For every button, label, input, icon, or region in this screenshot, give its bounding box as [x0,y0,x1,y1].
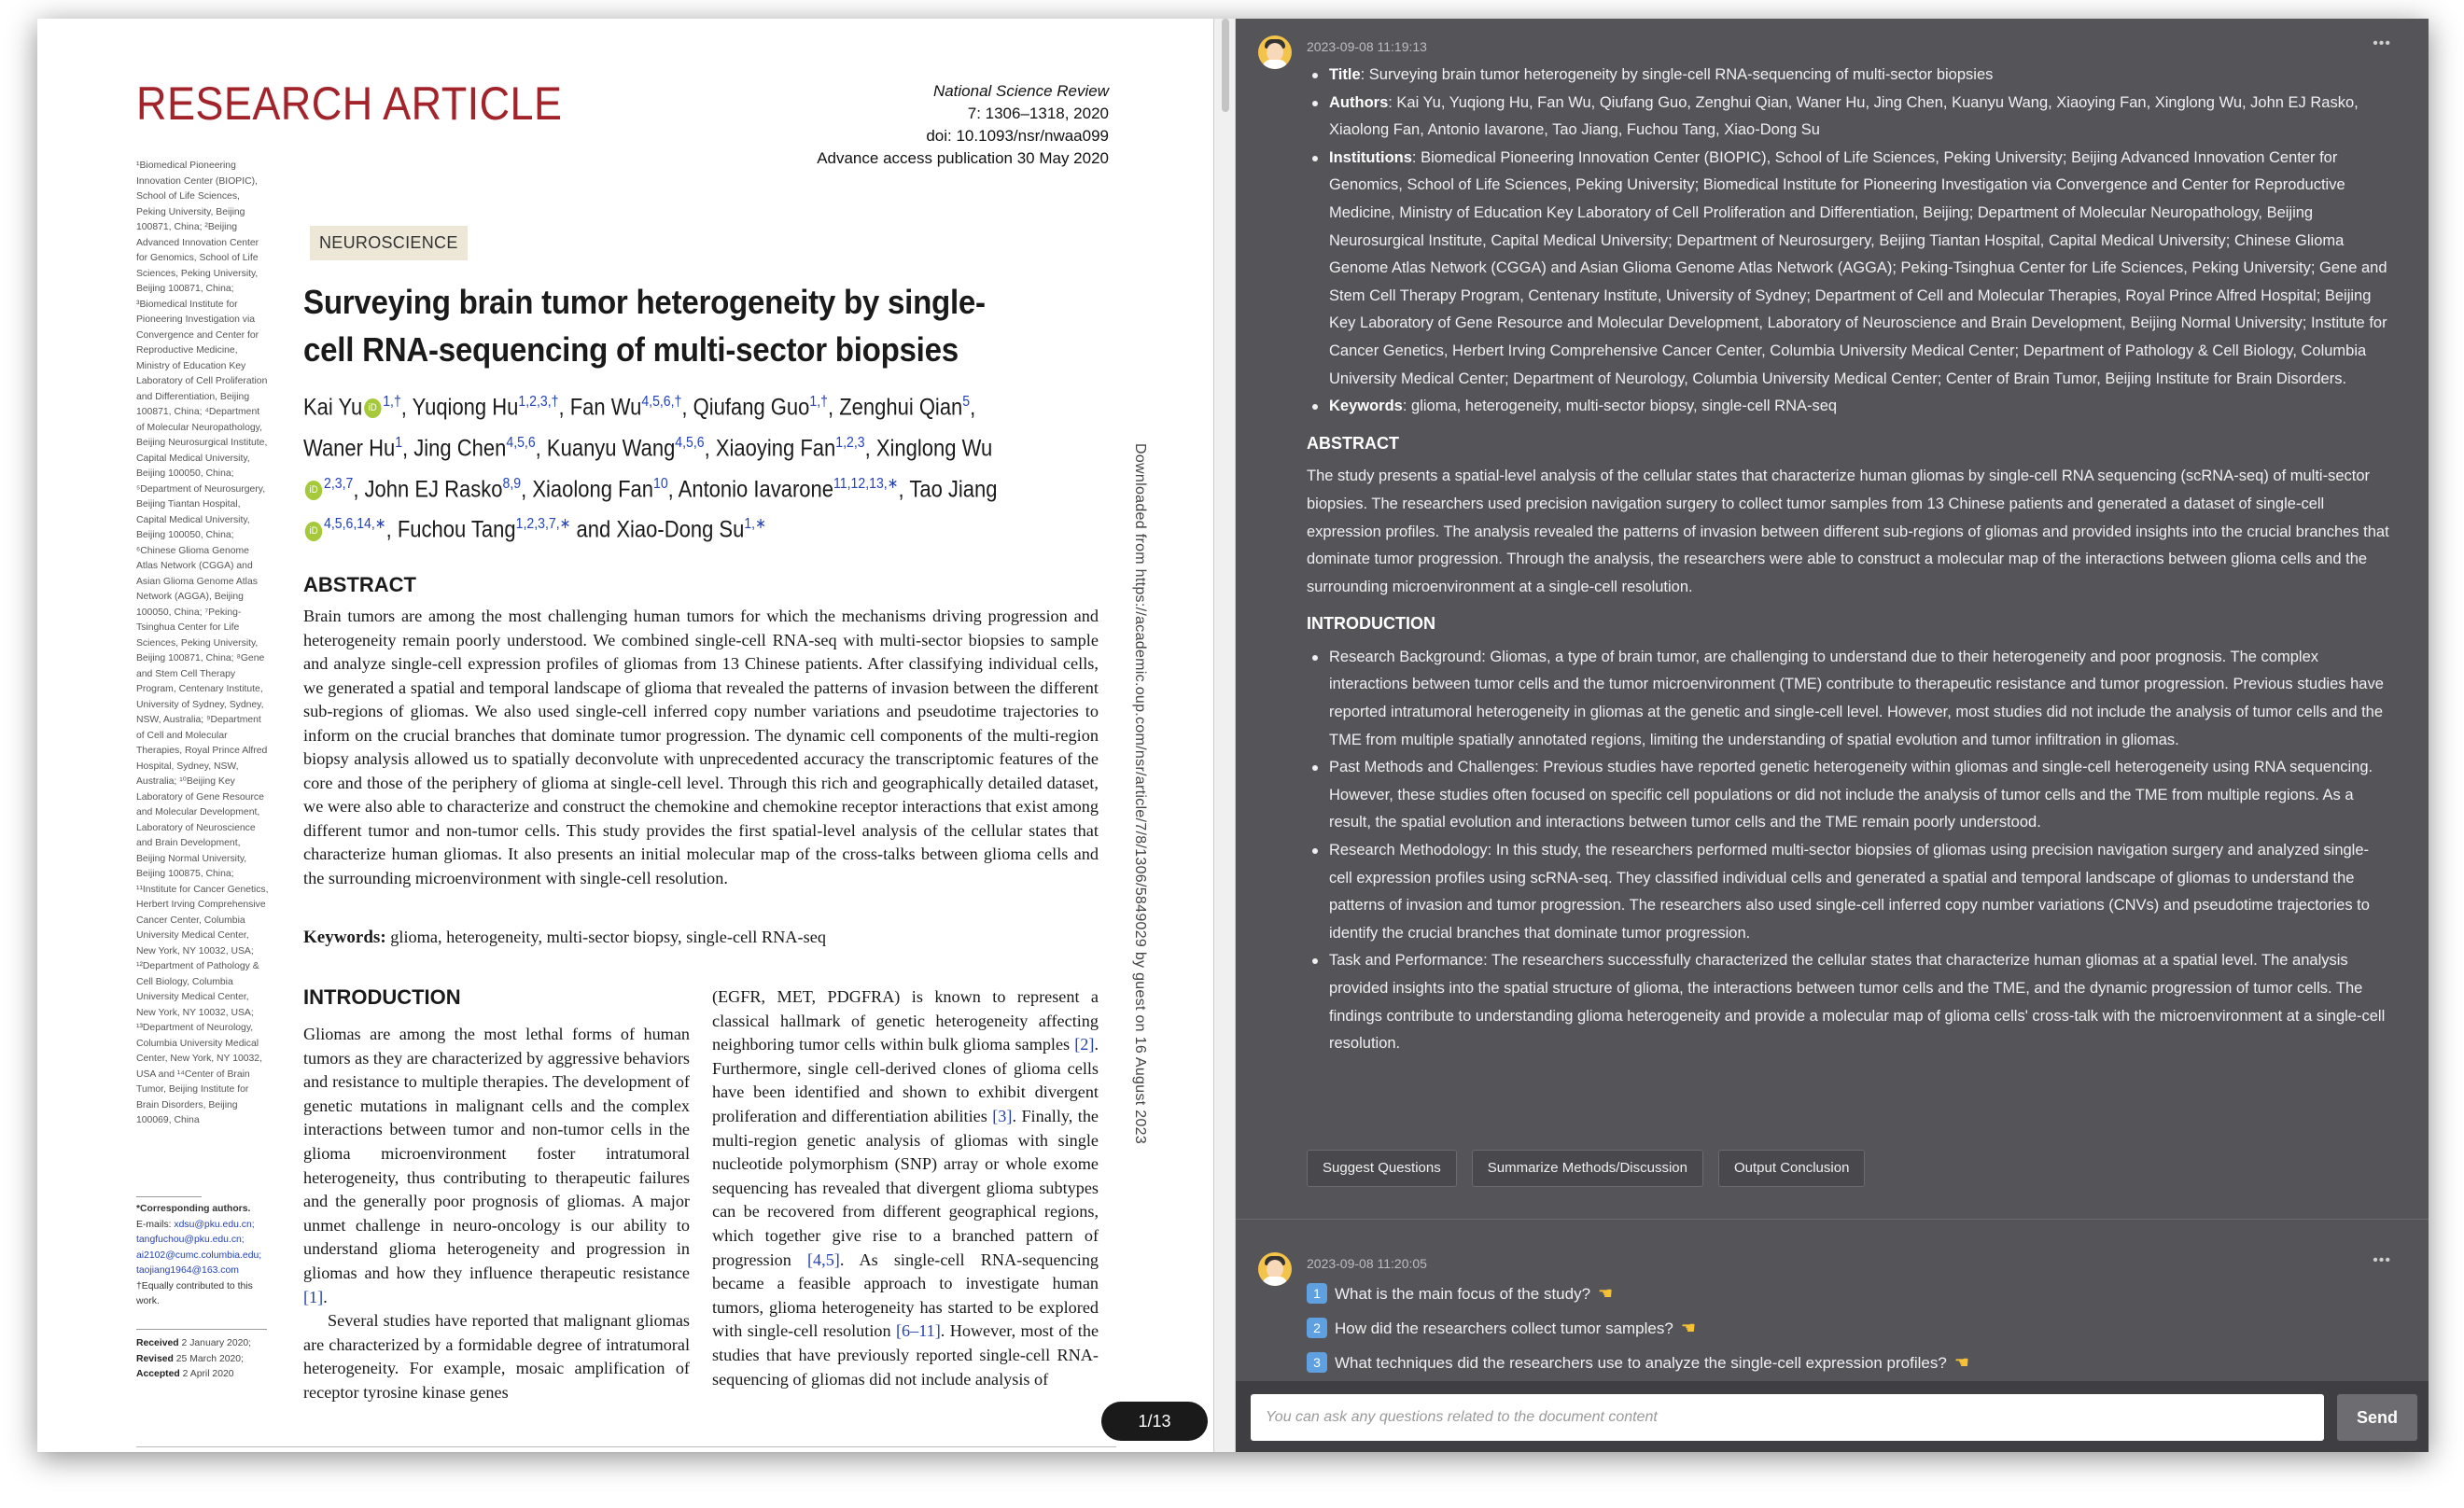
author-affiliation-ref[interactable]: 1 [395,434,403,451]
abstract-heading: ABSTRACT [303,573,416,596]
citation-link[interactable]: [2] [1074,1035,1095,1054]
suggested-question[interactable] [1307,1311,1969,1346]
question-text: How did the researchers collect tumor samples? [1335,1320,1673,1337]
received-date: 2 January 2020; [181,1338,252,1348]
pdf-viewer[interactable] [37,19,1213,1452]
list-item [1307,90,2389,145]
author-affiliation-ref[interactable]: 1,2,3,7,∗ [515,516,571,533]
download-note: Downloaded from https://academic.oup.com/nsr/article/7/8/1306/5849029 by guest on 16 August 2023 [1132,443,1148,1145]
author-affiliation-ref[interactable]: 4,5,6,14,∗ [324,516,386,533]
author-affiliation-ref[interactable]: 2,3,7 [324,475,354,492]
page-indicator[interactable]: 1/13 [1101,1402,1208,1441]
app-window [37,19,2429,1452]
author-affiliation-ref[interactable]: 4,5,6 [506,434,536,451]
corr-note: †Equally contributed to this work. [136,1280,253,1306]
authors-label: Authors [1329,93,1389,111]
summarize-methods-button[interactable]: Summarize Methods/Discussion [1472,1150,1703,1187]
chat-message-summary [1236,19,2429,1185]
col2-b: . Furthermore, single cell-derived clones of glioma cells have been identified and shown to exhibit divergent proliferation and differentiation abilities [712,1035,1099,1125]
question-text: What techniques did the researchers use to analyze the single-cell expression profiles? [1335,1354,1947,1372]
affiliations: ¹Biomedical Pioneering Innovation Center (BIOPIC), School of Life Sciences, Peking University, Beijing 100871, China; ²Beijing Advanced Innovation Center for Genomics, School of Life Sciences, Peking University, Beijing 100871, China; ³Biomedical Institute for Pioneering Investigation via Convergence and Center for Reproductive Medicine, Ministry of Education Key Laboratory of Cell Proliferation and Differentiation, Beijing 100871, China; ⁴Department of Molecular Neuropathology, Beijing Neurosurgical Institute, Capital Medical University, Beijing 100050, China; ⁵Department of Neurosurgery, Beijing Tiantan Hospital, Capital Medical University, Beijing 100050, China; ⁶Chinese Glioma Genome Atlas Network (CGGA) and Asian Glioma Genome Atlas Network (AGGA), Beijing 100050, China; ⁷Peking-Tsinghua Center for Life Sciences, Peking University, Beijing 100871, China; ⁸Gene and Stem Cell Therapy Program, Centenary Institute, University of Sydney, Sydney, NSW, Australia; ⁹Department of Cell and Molecular Therapies, Royal Prince Alfred Hospital, Sydney, NSW, Australia; ¹⁰Beijing Key Laboratory of Gene Resource and Molecular Development, Laboratory of Neuroscience and Brain Development, Beijing Normal University, Beijing 100875, China; ¹¹Institute for Cancer Genetics, Herbert Irving Comprehensive Cancer Center, Columbia University Medical Center, New York, NY 10032, USA; ¹²Department of Pathology & Cell Biology, Columbia University Medical Center, New York, NY 10032, USA; ¹³Department of Neurology, Columbia University Medical Center, New York, NY 10032, USA and ¹⁴Center of Brain Tumor, Beijing Institute for Brain Disorders, Beijing 100069, China [136,161,269,1125]
article-title: Surveying brain tumor heterogeneity by single-cell RNA-sequencing of multi-sector biopsies [303,283,986,369]
intro-heading: INTRODUCTION [303,985,461,1009]
title-value: : Surveying brain tumor heterogeneity by single-cell RNA-sequencing of multi-sector biopsies [1360,66,1994,83]
splitter-scrollbar[interactable] [1213,19,1236,1452]
institutions-label: Institutions [1329,148,1412,166]
divider [136,1196,202,1197]
chat-message-questions [1236,1219,2429,1381]
more-options-icon[interactable]: ••• [2373,35,2391,51]
keywords-text: glioma, heterogeneity, multi-sector biopsy, single-cell RNA-seq [390,928,826,946]
list-item [1307,393,2389,421]
orcid-icon[interactable]: iD [305,522,322,541]
divider [136,1446,1116,1447]
list-item [1307,145,2389,393]
author-affiliation-ref[interactable]: 1,† [809,394,828,410]
message-timestamp: 2023-09-08 11:20:05 [1307,1256,1427,1271]
received-label: Received [136,1338,179,1348]
corresponding-authors [136,1202,269,1310]
email-link[interactable]: taojiang1964@163.com [136,1265,239,1276]
intro-p2: Several studies have reported that malignant gliomas are characterized by a formidable degree of intratumoral heterogeneity. For example, mosaic amplification of receptor tyrosine kinase genes [303,1311,690,1402]
chat-panel [1236,19,2429,1452]
suggest-questions-button[interactable]: Suggest Questions [1307,1150,1457,1187]
author-name: John EJ Rasko [364,475,503,502]
author-name: Xiao-Dong Su [616,516,745,543]
author-name: Yuqiong Hu [412,394,519,421]
avatar [1258,1252,1292,1286]
citation-link[interactable]: [6–11] [895,1321,941,1341]
citation-link[interactable]: [1] [303,1287,324,1306]
pointing-hand-icon: ☚ [1680,1319,1696,1337]
action-buttons [1307,1150,1865,1187]
pointing-hand-icon: ☚ [1598,1284,1614,1303]
more-options-icon[interactable]: ••• [2373,1252,2391,1268]
send-button[interactable]: Send [2337,1394,2417,1441]
author-affiliation-ref[interactable]: 8,9 [502,475,522,492]
keywords-label: Keywords [1329,398,1403,415]
suggested-question[interactable] [1307,1277,1969,1311]
email-link[interactable]: ai2102@cumc.columbia.edu; [136,1250,262,1261]
author-affiliation-ref[interactable]: 1,† [383,394,401,410]
question-text: What is the main focus of the study? [1335,1285,1591,1303]
author-affiliation-ref[interactable]: 10 [652,475,668,492]
author-name: Tao Jiang [909,475,998,502]
author-name: Jing Chen [413,435,507,462]
suggested-question[interactable] [1307,1346,1969,1380]
journal-doi: doi: 10.1093/nsr/nwaa099 [926,127,1109,145]
author-name: Kai Yu [303,394,363,421]
journal-name: National Science Review [932,82,1109,100]
author-name: Waner Hu [303,435,396,462]
list-item: Past Methods and Challenges: Previous studies have reported genetic heterogeneity within gliomas and single-cell heterogeneity using RNA sequencing. However, these studies often focused on specific cell populations or did not include the analysis of tumor cells and the TME from multiple regions. As a result, the spatial evolution and interactions between tumor cells and the TME remain poorly understood. [1307,754,2389,837]
author-name: Qiufang Guo [693,394,810,421]
list-item: Research Background: Gliomas, a type of brain tumor, are challenging to understand due to their heterogeneity and poor prognosis. The complex interactions between tumor cells and the tumor microenvironment (TME) contribute to therapeutic resistance and tumor progression. Previous studies have reported intratumoral heterogeneity in gliomas at the genetic and single-cell level. However, most studies did not include the analysis of tumor cells and the TME from multiple spatially annotated regions, limiting the understanding of spatial evolution and tumor infiltration in gliomas. [1307,644,2389,754]
divider [136,1329,267,1330]
col2-d: . As single-cell RNA-sequencing became a feasible approach to investigate human tumors, glioma heterogeneity has started to be explored with single-cell resolution [712,1250,1099,1341]
email-link[interactable]: xdsu@pku.edu.cn; [174,1219,255,1230]
keywords-label: Keywords: [303,928,386,947]
author-name: Kuanyu Wang [546,435,676,462]
list-item [1307,62,2389,90]
number-badge-icon: 2 [1307,1318,1327,1338]
corr-heading: *Corresponding authors. [136,1204,251,1214]
author-affiliation-ref[interactable]: 4,5,6,† [641,394,682,410]
institutions-value: : Biomedical Pioneering Innovation Center (BIOPIC), School of Life Sciences, Peking University; Beijing Advanced Innovation Center for Genomics, School of Life Sciences, Peking University; Biomedical Institute for Pioneering Investigation via Convergence and Center for Reproductive Medicine, Ministry of Education Key Laboratory of Cell Proliferation and Differentiation, Beijing; Department of Molecular Neuropathology, Beijing Neurosurgical Institute, Capital Medical University; Department of Neurosurgery, Beijing Tiantan Hospital, Capital Medical University; Chinese Glioma Genome Atlas Network (CGGA) and Asian Glioma Genome Atlas Network (AGGA); Peking-Tsinghua Center for Life Sciences, Peking University; Gene and Stem Cell Therapy Program, Centenary Institute, University of Sydney; Department of Cell and Molecular Therapies, Royal Prince Alfred Hospital; Beijing Key Laboratory of Gene Resource and Molecular Development, Laboratory of Neuroscience and Brain Development, Beijing Normal University; Institute for Cancer Genetics, Herbert Irving Comprehensive Cancer Center, Columbia University Medical Center; Department of Pathology & Cell Biology, Columbia University Medical Center; Department of Neurology, Columbia University Medical Center; Center of Brain Tumor, Beijing Institute for Brain Disorders. [1329,148,2387,387]
author-affiliation-ref[interactable]: 4,5,6 [675,434,705,451]
journal-advance: Advance access publication 30 May 2020 [817,149,1109,167]
intro-column-2 [712,985,1099,1391]
title-label: Title [1329,66,1361,83]
summary-content [1307,62,2389,1058]
scrollbar-thumb[interactable] [1222,19,1229,112]
abstract-heading: ABSTRACT [1307,433,1399,453]
journal-info [817,80,1109,170]
authors-value: : Kai Yu, Yuqiong Hu, Fan Wu, Qiufang Guo, Zenghui Qian, Waner Hu, Jing Chen, Kuanyu Wang, Xiaoying Fan, Xinglong Wu, John EJ Rasko, Xiaolong Fan, Antonio Iavarone, Tao Jiang, Fuchou Tang, Xiao-Dong Su [1329,93,2359,139]
pointing-hand-icon: ☚ [1953,1353,1969,1372]
email-link[interactable]: tangfuchou@pku.edu.cn; [136,1235,245,1245]
author-name: Xiaolong Fan [532,475,653,502]
article-dates [136,1336,269,1383]
author-list: Kai Yu iD $^{1,\dagger}$, Yuqiong $Hu^{1,2,3,\dagger}$, Fan $Wu^{4,5,6,\dagger}$, Qiufang Guo$^{1,\dagger}$, Zenghui Qian$^5$, Waner Hu$^1$, Jing Chen$^{4,5,6}$, Kuanyu Wang$^{4,5,6}$, Xiaoying Fan$^{1,2,3}$, Xinglong WuiD $^{2,3,7}$, John EJ Rasko$^{8,9}$, Xiaolong Fan$^{10}$, Antonio Iavarone$^{11,12,13,∗}$, Tao JiangiD $^{4,5,6,14,∗}$, Fuchou Tang$^{1,2,3,7,∗}$ and Xiao-Dong $Su^{1,∗}$ [303,394,998,543]
intro-column-1: Gliomas are among the most lethal forms of human tumors as they are characterized by aggressive behaviors and resistance to multiple therapies. The development of genetic mutations in malignant cells and the complex interactions between tumor and non-tumor cells in the glioma microenvironment foster intratumoral heterogeneity, thus contributing to therapeutic failures and the generally poor prognosis of gliomas. A major unmet challenge in neuro-oncology is our ability to understand glioma heterogeneity and progression in gliomas and how they influence therapeutic resistance [1]. Several studies have reported that malignant gliomas are characterized by a formidable degree of intratumoral heterogeneity. For example, mosaic amplification of receptor tyrosine kinase genes [303,1023,690,1405]
citation-link[interactable]: [4,5] [807,1250,840,1269]
avatar [1258,35,1292,69]
number-badge-icon: 3 [1307,1352,1327,1373]
author-affiliation-ref[interactable]: 1,2,3,† [518,394,559,410]
number-badge-icon: 1 [1307,1283,1327,1304]
output-conclusion-button[interactable]: Output Conclusion [1718,1150,1865,1187]
intro-p1: Gliomas are among the most lethal forms of human tumors as they are characterized by aggressive behaviors and resistance to multiple therapies. The development of genetic mutations in malignant cells and the complex interactions between tumor and non-tumor cells in the glioma microenvironment foster intratumoral heterogeneity, thus contributing to therapeutic failures and the generally poor prognosis of gliomas. A major unmet challenge in neuro-oncology is our ability to understand glioma heterogeneity and progression in gliomas and how they influence therapeutic resistance [303,1025,690,1282]
keywords [303,928,1099,948]
corr-emails-label: E-mails: [136,1219,172,1230]
orcid-icon[interactable]: iD [305,481,322,500]
abstract-text: Brain tumors are among the most challenging human tumors for which the mechanisms driving progression and heterogeneity remain poorly understood. We combined single-cell RNA-seq with multi-sector biopsies to sample and analyze single-cell expression profiles of gliomas from 13 Chinese patients. After classifying individual cells, we generated a spatial and temporal landscape of glioma that revealed the patterns of invasion between the different sub-regions of gliomas. We also used single-cell inferred copy number variations and pseudotime trajectories to inform on the crucial branches that dominate tumor progression. The dynamic cell components of the multi-region biopsy analysis allowed us to spatially deconvolute with unprecedented accuracy the transcriptomic features of the core and those of the periphery of glioma at single-cell level. Through this rich and geographically detailed dataset, we were also able to characterize and construct the chemokine and chemokine receptor interactions that exist among different tumor and non-tumor cells. This study provides the first spatial-level analysis of the cellular states that characterize human gliomas. It also presents an initial molecular map of the cross-talks between glioma cells and the surrounding microenvironment with single-cell resolution. [303,607,1099,887]
revised-date: 25 March 2020; [175,1353,244,1364]
chat-composer [1236,1381,2429,1452]
author-name: Antonio Iavarone [678,475,834,502]
col2-c: . Finally, the multi-region genetic analysis of gliomas with single nucleotide polymorphism (SNP) array or whole exome sequencing has revealed that divergent glioma subtypes can be recovered from different geographical regions, which together give rise to a branched pattern of progression [712,1106,1099,1269]
journal-volume: 7: 1306–1318, 2020 [967,105,1109,122]
question-input[interactable]: You can ask any questions related to the document content [1251,1394,2324,1441]
author-affiliation-ref[interactable]: 5 [962,394,971,410]
author-affiliation-ref[interactable]: 1,2,3 [835,434,865,451]
keywords-value: : glioma, heterogeneity, multi-sector biopsy, single-cell RNA-seq [1402,398,1838,415]
accepted-date: 2 April 2020 [182,1369,234,1379]
accepted-label: Accepted [136,1369,180,1379]
message-timestamp: 2023-09-08 11:19:13 [1307,39,1427,54]
subject-badge: NEUROSCIENCE [310,226,468,260]
list-item: Research Methodology: In this study, the researchers performed multi-sector biopsies of gliomas using precision navigation surgery and analyzed single-cell expression profiles using scRNA-seq. They classified individual cells and generated a spatial and temporal landscape of gliomas to understand the patterns of invasion and tumor progression. The researchers also used single-cell inferred copy number variations (CNVs) and pseudotime trajectories to identify the crucial branches that dominate tumor progression. [1307,837,2389,947]
author-affiliation-ref[interactable]: 1,∗ [744,516,766,533]
author-name: Fan Wu [569,394,642,421]
list-item: Task and Performance: The researchers successfully characterized the cellular states that characterize human gliomas at a spatial level. The analysis provided insights into the spatial structure of glioma, the interactions between tumor cells and the TME, and the dynamic progression of tumor cells. The findings contribute to understanding glioma heterogeneity and provide a molecular map of glioma cells' cross-talk with the microenvironment at a single-cell resolution. [1307,947,2389,1057]
author-name: Xiaoying Fan [715,435,836,462]
author-affiliation-ref[interactable]: 11,12,13,∗ [833,475,899,492]
citation-link[interactable]: [3] [992,1106,1013,1125]
author-name: Fuchou Tang [397,516,516,543]
orcid-icon[interactable]: iD [364,398,381,418]
abstract-summary: The study presents a spatial-level analysis of the cellular states that characterize human gliomas by single-cell RNA sequencing (scRNA-seq) of multi-sector biopsies. The researchers used precision navigation surgery to collect tumor samples from 13 Chinese patients and generated a dataset of single-cell expression profiles. The analysis revealed the patterns of invasion between different sub-regions of gliomas and provided insights into the crucial branches that dominate tumor progression. Through the analysis, the researchers were able to construct a molecular map of the interactions between glioma cells and the surrounding microenvironment at a single-cell resolution. [1307,468,2389,595]
article-type-header: RESEARCH ARTICLE [136,77,563,130]
col2-e: . However, most of the studies that have previously reported single-cell RNA-sequencing of gliomas did not include analysis of [712,1321,1099,1389]
col2-a: (EGFR, MET, PDGFRA) is known to represent a classical hallmark of genetic heterogeneity affecting neighboring tumor cells within bulk glioma samples [712,987,1099,1054]
revised-label: Revised [136,1353,174,1364]
intro-heading: INTRODUCTION [1307,614,1435,634]
author-name: Xinglong Wu [875,435,993,462]
author-name: Zenghui Qian [839,394,963,421]
